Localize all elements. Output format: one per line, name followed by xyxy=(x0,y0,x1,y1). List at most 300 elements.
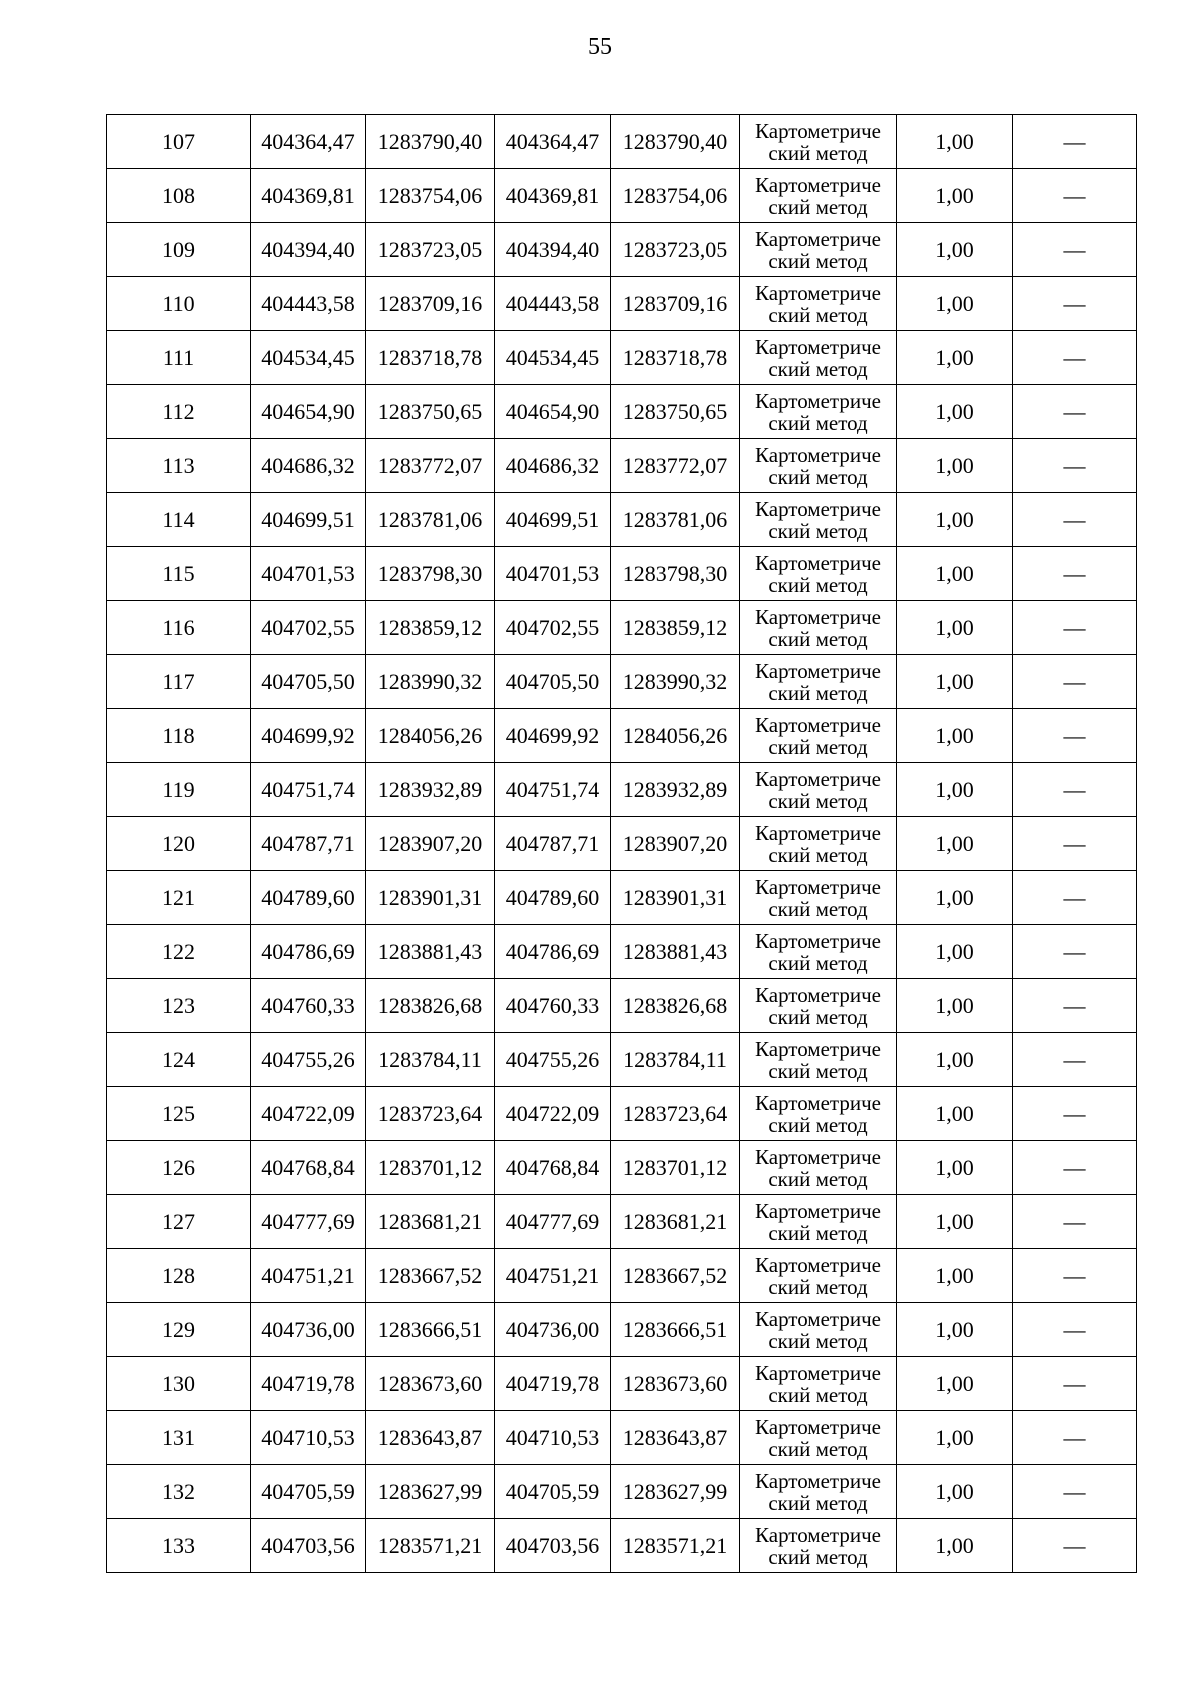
accuracy-cell: 1,00 xyxy=(897,601,1013,655)
method-cell xyxy=(740,1195,897,1249)
refined-y-cell: 1283901,31 xyxy=(611,871,740,925)
refined-x-cell: 404699,92 xyxy=(495,709,611,763)
existing-x-cell: 404703,56 xyxy=(251,1519,366,1573)
note-cell: — xyxy=(1013,169,1137,223)
accuracy-cell: 1,00 xyxy=(897,925,1013,979)
refined-x-cell: 404787,71 xyxy=(495,817,611,871)
method-cell xyxy=(740,601,897,655)
existing-x-cell: 404701,53 xyxy=(251,547,366,601)
refined-y-cell: 1283772,07 xyxy=(611,439,740,493)
point-number-cell: 129 xyxy=(107,1303,251,1357)
existing-y-cell: 1283673,60 xyxy=(366,1357,495,1411)
existing-y-cell: 1283901,31 xyxy=(366,871,495,925)
method-cell xyxy=(740,925,897,979)
refined-x-cell: 404736,00 xyxy=(495,1303,611,1357)
accuracy-cell: 1,00 xyxy=(897,817,1013,871)
note-cell: — xyxy=(1013,439,1137,493)
point-number-cell: 126 xyxy=(107,1141,251,1195)
refined-x-cell: 404789,60 xyxy=(495,871,611,925)
note-cell: — xyxy=(1013,1303,1137,1357)
existing-x-cell: 404751,21 xyxy=(251,1249,366,1303)
existing-y-cell: 1283781,06 xyxy=(366,493,495,547)
point-number-cell: 117 xyxy=(107,655,251,709)
refined-y-cell: 1283881,43 xyxy=(611,925,740,979)
method-text: Картометриче xyxy=(755,982,881,1007)
note-cell: — xyxy=(1013,1249,1137,1303)
point-number-cell: 115 xyxy=(107,547,251,601)
accuracy-cell: 1,00 xyxy=(897,1465,1013,1519)
existing-y-cell: 1284056,26 xyxy=(366,709,495,763)
method-cell xyxy=(740,1033,897,1087)
refined-y-cell: 1283723,05 xyxy=(611,223,740,277)
point-number-cell: 113 xyxy=(107,439,251,493)
method-cell xyxy=(740,979,897,1033)
table-row xyxy=(107,979,1137,1033)
refined-x-cell: 404364,47 xyxy=(495,115,611,169)
existing-x-cell: 404369,81 xyxy=(251,169,366,223)
method-text: ский метод xyxy=(768,1220,868,1245)
method-text: ский метод xyxy=(768,518,868,543)
existing-x-cell: 404705,59 xyxy=(251,1465,366,1519)
refined-x-cell: 404443,58 xyxy=(495,277,611,331)
note-cell: — xyxy=(1013,1465,1137,1519)
refined-y-cell: 1283798,30 xyxy=(611,547,740,601)
existing-x-cell: 404760,33 xyxy=(251,979,366,1033)
refined-x-cell: 404751,74 xyxy=(495,763,611,817)
point-number-cell: 118 xyxy=(107,709,251,763)
method-text: Картометриче xyxy=(755,874,881,899)
refined-x-cell: 404699,51 xyxy=(495,493,611,547)
method-text: Картометриче xyxy=(755,550,881,575)
table-row xyxy=(107,1087,1137,1141)
method-text: ский метод xyxy=(768,626,868,651)
existing-y-cell: 1283666,51 xyxy=(366,1303,495,1357)
method-text: Картометриче xyxy=(755,388,881,413)
note-cell: — xyxy=(1013,817,1137,871)
table-row xyxy=(107,223,1137,277)
note-cell: — xyxy=(1013,1519,1137,1573)
note-cell: — xyxy=(1013,1195,1137,1249)
point-number-cell: 125 xyxy=(107,1087,251,1141)
existing-y-cell: 1283826,68 xyxy=(366,979,495,1033)
method-cell xyxy=(740,763,897,817)
method-text: ский метод xyxy=(768,1004,868,1029)
table-row xyxy=(107,277,1137,331)
method-text: ский метод xyxy=(768,1274,868,1299)
existing-y-cell: 1283859,12 xyxy=(366,601,495,655)
refined-y-cell: 1283666,51 xyxy=(611,1303,740,1357)
method-text: Картометриче xyxy=(755,334,881,359)
method-cell xyxy=(740,655,897,709)
note-cell: — xyxy=(1013,1033,1137,1087)
method-text: Картометриче xyxy=(755,496,881,521)
existing-x-cell: 404699,51 xyxy=(251,493,366,547)
existing-y-cell: 1283667,52 xyxy=(366,1249,495,1303)
refined-x-cell: 404701,53 xyxy=(495,547,611,601)
accuracy-cell: 1,00 xyxy=(897,439,1013,493)
existing-y-cell: 1283718,78 xyxy=(366,331,495,385)
table-row xyxy=(107,493,1137,547)
table-row xyxy=(107,1195,1137,1249)
existing-x-cell: 404768,84 xyxy=(251,1141,366,1195)
method-cell xyxy=(740,547,897,601)
accuracy-cell: 1,00 xyxy=(897,655,1013,709)
existing-x-cell: 404699,92 xyxy=(251,709,366,763)
method-cell xyxy=(740,331,897,385)
refined-y-cell: 1283673,60 xyxy=(611,1357,740,1411)
method-cell xyxy=(740,871,897,925)
point-number-cell: 130 xyxy=(107,1357,251,1411)
refined-y-cell: 1283781,06 xyxy=(611,493,740,547)
point-number-cell: 116 xyxy=(107,601,251,655)
existing-y-cell: 1283681,21 xyxy=(366,1195,495,1249)
note-cell: — xyxy=(1013,385,1137,439)
existing-x-cell: 404736,00 xyxy=(251,1303,366,1357)
existing-x-cell: 404789,60 xyxy=(251,871,366,925)
point-number-cell: 107 xyxy=(107,115,251,169)
note-cell: — xyxy=(1013,925,1137,979)
method-cell xyxy=(740,1303,897,1357)
method-text: ский метод xyxy=(768,356,868,381)
refined-y-cell: 1283790,40 xyxy=(611,115,740,169)
method-text: Картометриче xyxy=(755,820,881,845)
method-text: ский метод xyxy=(768,680,868,705)
refined-y-cell: 1283990,32 xyxy=(611,655,740,709)
table-row xyxy=(107,709,1137,763)
method-cell xyxy=(740,1411,897,1465)
existing-y-cell: 1283643,87 xyxy=(366,1411,495,1465)
table-body xyxy=(107,115,1137,1573)
accuracy-cell: 1,00 xyxy=(897,1411,1013,1465)
refined-x-cell: 404705,50 xyxy=(495,655,611,709)
point-number-cell: 119 xyxy=(107,763,251,817)
method-cell xyxy=(740,1249,897,1303)
refined-y-cell: 1283643,87 xyxy=(611,1411,740,1465)
point-number-cell: 123 xyxy=(107,979,251,1033)
method-text: ский метод xyxy=(768,788,868,813)
existing-x-cell: 404722,09 xyxy=(251,1087,366,1141)
method-text: ский метод xyxy=(768,1058,868,1083)
existing-y-cell: 1283723,64 xyxy=(366,1087,495,1141)
method-text: Картометриче xyxy=(755,1252,881,1277)
refined-y-cell: 1283784,11 xyxy=(611,1033,740,1087)
accuracy-cell: 1,00 xyxy=(897,277,1013,331)
method-text: Картометриче xyxy=(755,280,881,305)
accuracy-cell: 1,00 xyxy=(897,331,1013,385)
refined-x-cell: 404705,59 xyxy=(495,1465,611,1519)
accuracy-cell: 1,00 xyxy=(897,709,1013,763)
method-cell xyxy=(740,493,897,547)
table-row xyxy=(107,1303,1137,1357)
method-text: ский метод xyxy=(768,1490,868,1515)
point-number-cell: 132 xyxy=(107,1465,251,1519)
point-number-cell: 111 xyxy=(107,331,251,385)
refined-x-cell: 404722,09 xyxy=(495,1087,611,1141)
refined-y-cell: 1283750,65 xyxy=(611,385,740,439)
refined-x-cell: 404768,84 xyxy=(495,1141,611,1195)
table-row xyxy=(107,1411,1137,1465)
existing-x-cell: 404719,78 xyxy=(251,1357,366,1411)
existing-x-cell: 404364,47 xyxy=(251,115,366,169)
table-row xyxy=(107,547,1137,601)
method-text: ский метод xyxy=(768,572,868,597)
note-cell: — xyxy=(1013,601,1137,655)
point-number-cell: 121 xyxy=(107,871,251,925)
point-number-cell: 109 xyxy=(107,223,251,277)
refined-y-cell: 1283627,99 xyxy=(611,1465,740,1519)
refined-y-cell: 1284056,26 xyxy=(611,709,740,763)
method-text: Картометриче xyxy=(755,1090,881,1115)
method-cell xyxy=(740,709,897,763)
method-cell xyxy=(740,277,897,331)
accuracy-cell: 1,00 xyxy=(897,169,1013,223)
point-number-cell: 114 xyxy=(107,493,251,547)
refined-y-cell: 1283718,78 xyxy=(611,331,740,385)
refined-y-cell: 1283932,89 xyxy=(611,763,740,817)
table-row xyxy=(107,817,1137,871)
coordinates-table xyxy=(106,114,1137,1573)
point-number-cell: 108 xyxy=(107,169,251,223)
accuracy-cell: 1,00 xyxy=(897,1357,1013,1411)
refined-x-cell: 404710,53 xyxy=(495,1411,611,1465)
existing-x-cell: 404755,26 xyxy=(251,1033,366,1087)
accuracy-cell: 1,00 xyxy=(897,763,1013,817)
refined-y-cell: 1283709,16 xyxy=(611,277,740,331)
refined-x-cell: 404534,45 xyxy=(495,331,611,385)
method-text: ский метод xyxy=(768,248,868,273)
accuracy-cell: 1,00 xyxy=(897,385,1013,439)
method-cell xyxy=(740,439,897,493)
existing-y-cell: 1283881,43 xyxy=(366,925,495,979)
existing-x-cell: 404705,50 xyxy=(251,655,366,709)
method-text: Картометриче xyxy=(755,172,881,197)
method-text: Картометриче xyxy=(755,1036,881,1061)
accuracy-cell: 1,00 xyxy=(897,1141,1013,1195)
refined-y-cell: 1283701,12 xyxy=(611,1141,740,1195)
accuracy-cell: 1,00 xyxy=(897,871,1013,925)
table-row xyxy=(107,871,1137,925)
refined-x-cell: 404394,40 xyxy=(495,223,611,277)
method-text: ский метод xyxy=(768,734,868,759)
table-row xyxy=(107,439,1137,493)
method-text: Картометриче xyxy=(755,928,881,953)
refined-y-cell: 1283667,52 xyxy=(611,1249,740,1303)
note-cell: — xyxy=(1013,277,1137,331)
method-cell xyxy=(740,817,897,871)
accuracy-cell: 1,00 xyxy=(897,1087,1013,1141)
note-cell: — xyxy=(1013,223,1137,277)
existing-y-cell: 1283784,11 xyxy=(366,1033,495,1087)
refined-x-cell: 404702,55 xyxy=(495,601,611,655)
refined-x-cell: 404755,26 xyxy=(495,1033,611,1087)
note-cell: — xyxy=(1013,493,1137,547)
existing-y-cell: 1283772,07 xyxy=(366,439,495,493)
existing-x-cell: 404710,53 xyxy=(251,1411,366,1465)
refined-y-cell: 1283681,21 xyxy=(611,1195,740,1249)
point-number-cell: 131 xyxy=(107,1411,251,1465)
page-number: 55 xyxy=(588,34,612,60)
refined-y-cell: 1283754,06 xyxy=(611,169,740,223)
method-text: Картометриче xyxy=(755,658,881,683)
method-text: ский метод xyxy=(768,950,868,975)
method-text: ский метод xyxy=(768,1166,868,1191)
table-row xyxy=(107,385,1137,439)
accuracy-cell: 1,00 xyxy=(897,223,1013,277)
point-number-cell: 127 xyxy=(107,1195,251,1249)
existing-y-cell: 1283709,16 xyxy=(366,277,495,331)
method-cell xyxy=(740,1141,897,1195)
method-cell xyxy=(740,115,897,169)
existing-y-cell: 1283790,40 xyxy=(366,115,495,169)
refined-y-cell: 1283826,68 xyxy=(611,979,740,1033)
refined-x-cell: 404369,81 xyxy=(495,169,611,223)
method-text: Картометриче xyxy=(755,1360,881,1385)
method-text: Картометриче xyxy=(755,1522,881,1547)
table-row xyxy=(107,1519,1137,1573)
accuracy-cell: 1,00 xyxy=(897,1195,1013,1249)
refined-x-cell: 404703,56 xyxy=(495,1519,611,1573)
table-row xyxy=(107,1465,1137,1519)
method-text: ский метод xyxy=(768,1328,868,1353)
method-text: ский метод xyxy=(768,1436,868,1461)
method-text: Картометриче xyxy=(755,1306,881,1331)
note-cell: — xyxy=(1013,115,1137,169)
point-number-cell: 124 xyxy=(107,1033,251,1087)
table-row xyxy=(107,763,1137,817)
existing-y-cell: 1283907,20 xyxy=(366,817,495,871)
refined-y-cell: 1283859,12 xyxy=(611,601,740,655)
note-cell: — xyxy=(1013,1411,1137,1465)
note-cell: — xyxy=(1013,331,1137,385)
method-text: Картометриче xyxy=(755,1468,881,1493)
method-text: ский метод xyxy=(768,896,868,921)
existing-x-cell: 404534,45 xyxy=(251,331,366,385)
method-cell xyxy=(740,1465,897,1519)
note-cell: — xyxy=(1013,655,1137,709)
existing-x-cell: 404786,69 xyxy=(251,925,366,979)
note-cell: — xyxy=(1013,1357,1137,1411)
method-text: ский метод xyxy=(768,464,868,489)
method-cell xyxy=(740,385,897,439)
method-text: Картометриче xyxy=(755,604,881,629)
method-cell xyxy=(740,169,897,223)
existing-y-cell: 1283723,05 xyxy=(366,223,495,277)
method-text: Картометриче xyxy=(755,226,881,251)
method-text: Картометриче xyxy=(755,1414,881,1439)
method-text: ский метод xyxy=(768,1382,868,1407)
point-number-cell: 110 xyxy=(107,277,251,331)
method-cell xyxy=(740,1357,897,1411)
method-text: Картометриче xyxy=(755,1144,881,1169)
table-row xyxy=(107,1033,1137,1087)
refined-y-cell: 1283907,20 xyxy=(611,817,740,871)
table-row xyxy=(107,331,1137,385)
method-cell xyxy=(740,223,897,277)
existing-x-cell: 404394,40 xyxy=(251,223,366,277)
method-text: Картометриче xyxy=(755,118,881,143)
accuracy-cell: 1,00 xyxy=(897,547,1013,601)
refined-x-cell: 404686,32 xyxy=(495,439,611,493)
refined-y-cell: 1283571,21 xyxy=(611,1519,740,1573)
point-number-cell: 112 xyxy=(107,385,251,439)
table-row xyxy=(107,601,1137,655)
existing-y-cell: 1283990,32 xyxy=(366,655,495,709)
existing-y-cell: 1283798,30 xyxy=(366,547,495,601)
existing-x-cell: 404686,32 xyxy=(251,439,366,493)
table-row xyxy=(107,1357,1137,1411)
method-cell xyxy=(740,1519,897,1573)
accuracy-cell: 1,00 xyxy=(897,1303,1013,1357)
note-cell: — xyxy=(1013,1141,1137,1195)
point-number-cell: 122 xyxy=(107,925,251,979)
existing-y-cell: 1283750,65 xyxy=(366,385,495,439)
table-row xyxy=(107,655,1137,709)
note-cell: — xyxy=(1013,1087,1137,1141)
table-row xyxy=(107,925,1137,979)
existing-x-cell: 404777,69 xyxy=(251,1195,366,1249)
note-cell: — xyxy=(1013,871,1137,925)
method-text: ский метод xyxy=(768,842,868,867)
existing-y-cell: 1283701,12 xyxy=(366,1141,495,1195)
accuracy-cell: 1,00 xyxy=(897,115,1013,169)
existing-x-cell: 404751,74 xyxy=(251,763,366,817)
refined-x-cell: 404751,21 xyxy=(495,1249,611,1303)
accuracy-cell: 1,00 xyxy=(897,1519,1013,1573)
method-text: ский метод xyxy=(768,1112,868,1137)
method-text: ский метод xyxy=(768,1544,868,1569)
note-cell: — xyxy=(1013,763,1137,817)
existing-x-cell: 404443,58 xyxy=(251,277,366,331)
refined-y-cell: 1283723,64 xyxy=(611,1087,740,1141)
point-number-cell: 133 xyxy=(107,1519,251,1573)
existing-y-cell: 1283571,21 xyxy=(366,1519,495,1573)
method-text: ский метод xyxy=(768,410,868,435)
point-number-cell: 128 xyxy=(107,1249,251,1303)
existing-x-cell: 404787,71 xyxy=(251,817,366,871)
point-number-cell: 120 xyxy=(107,817,251,871)
accuracy-cell: 1,00 xyxy=(897,1249,1013,1303)
table-row xyxy=(107,1141,1137,1195)
refined-x-cell: 404719,78 xyxy=(495,1357,611,1411)
table-row xyxy=(107,169,1137,223)
refined-x-cell: 404786,69 xyxy=(495,925,611,979)
method-text: Картометриче xyxy=(755,442,881,467)
refined-x-cell: 404760,33 xyxy=(495,979,611,1033)
existing-y-cell: 1283754,06 xyxy=(366,169,495,223)
refined-x-cell: 404777,69 xyxy=(495,1195,611,1249)
note-cell: — xyxy=(1013,547,1137,601)
method-cell xyxy=(740,1087,897,1141)
method-text: ский метод xyxy=(768,302,868,327)
accuracy-cell: 1,00 xyxy=(897,1033,1013,1087)
existing-x-cell: 404702,55 xyxy=(251,601,366,655)
table-row xyxy=(107,115,1137,169)
note-cell: — xyxy=(1013,709,1137,763)
method-text: Картометриче xyxy=(755,712,881,737)
method-text: Картометриче xyxy=(755,1198,881,1223)
accuracy-cell: 1,00 xyxy=(897,979,1013,1033)
accuracy-cell: 1,00 xyxy=(897,493,1013,547)
method-text: ский метод xyxy=(768,140,868,165)
refined-x-cell: 404654,90 xyxy=(495,385,611,439)
existing-x-cell: 404654,90 xyxy=(251,385,366,439)
table-row xyxy=(107,1249,1137,1303)
note-cell: — xyxy=(1013,979,1137,1033)
method-text: ский метод xyxy=(768,194,868,219)
existing-y-cell: 1283627,99 xyxy=(366,1465,495,1519)
existing-y-cell: 1283932,89 xyxy=(366,763,495,817)
method-text: Картометриче xyxy=(755,766,881,791)
